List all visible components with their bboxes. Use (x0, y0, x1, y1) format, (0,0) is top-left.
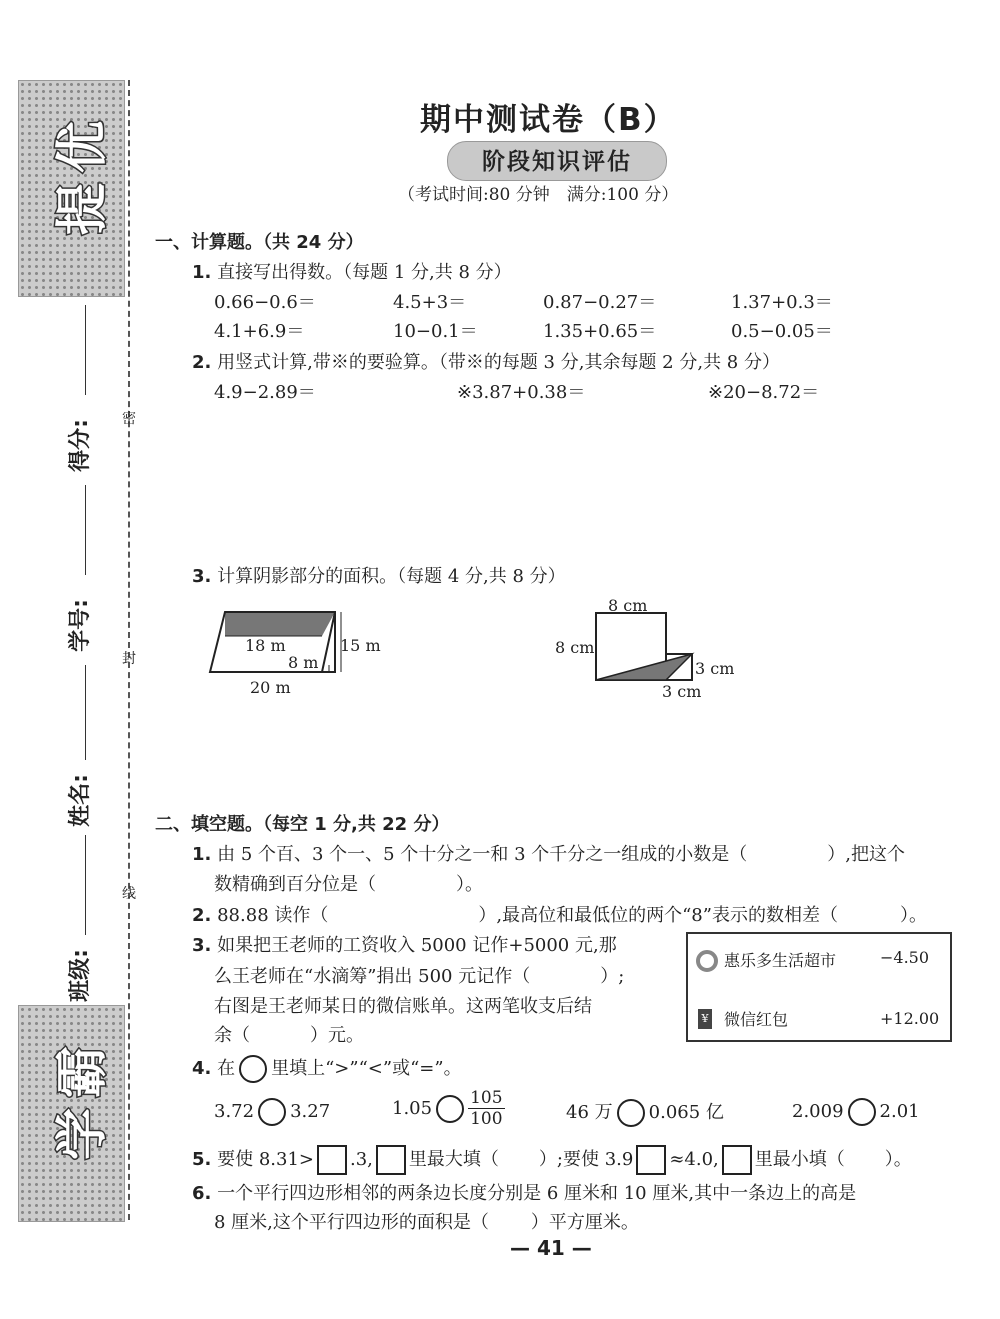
q-text: 么王老师在“水滴筹”捐出 500 元记作（ (214, 966, 531, 987)
q-text: 里填上“>”“<”或“=”。 (271, 1058, 462, 1079)
digit-box (376, 1145, 406, 1175)
compare-item-2 (392, 1088, 505, 1129)
compare-left: 3.72 (214, 1101, 255, 1122)
compare-circle (239, 1055, 267, 1083)
field-line-score (85, 485, 86, 575)
field-line-name (85, 835, 86, 935)
q-text: 由 5 个百、3 个一、5 个十分之一和 3 个千分之一组成的小数是（ (217, 844, 748, 865)
q-text: 要使 8.31> (217, 1149, 314, 1170)
calc-item: 0.87−0.27＝ (543, 292, 657, 313)
figure-squares (590, 610, 700, 685)
q-num: 1. (192, 844, 212, 865)
q2-6-line1 (192, 1179, 856, 1205)
field-id-label: 学号: (67, 599, 93, 652)
compare-circle[interactable] (258, 1098, 286, 1126)
page-subtitle: 阶段知识评估 (482, 149, 632, 175)
denominator: 100 (470, 1109, 503, 1129)
q-text: 里最大填（ (408, 1149, 499, 1170)
q-text: ）元。 (310, 1025, 364, 1046)
seal-char-mi: 密 (122, 411, 136, 427)
bill-row2-value: +12.00 (880, 1009, 940, 1028)
fraction (468, 1088, 504, 1129)
q-text: 计算阴影部分的面积。（每题 4 分,共 8 分） (217, 566, 566, 587)
q2-6-line2 (214, 1208, 639, 1234)
field-class-label: 班级: (67, 949, 93, 1002)
red-packet-icon: ¥ (698, 1009, 712, 1029)
q2-3-line1 (192, 931, 617, 957)
field-score-label: 得分: (67, 419, 93, 472)
digit-box[interactable] (636, 1145, 666, 1175)
seal-char-feng: 封 (122, 651, 136, 667)
q-text: 直接写出得数。（每题 1 分,共 8 分） (217, 262, 512, 283)
fig2-label-left: 8 cm (555, 638, 595, 657)
compare-left: 46 万 (566, 1102, 613, 1123)
compare-item-4 (792, 1098, 920, 1126)
vertical-calc-item: ※20−8.72＝ (708, 382, 820, 403)
exam-info: （考试时间:80 分钟 满分:100 分） (398, 185, 679, 205)
q-text: ）平方厘米。 (530, 1212, 639, 1233)
q2-1-line1 (192, 840, 905, 866)
section1-heading: 一、计算题。（共 24 分） (155, 232, 364, 253)
q-text: 88.88 读作（ (217, 905, 329, 926)
q1-2 (192, 348, 780, 374)
q-num: 3. (192, 935, 212, 956)
q1-3 (192, 562, 566, 588)
sidebar-bottom-title: 学霸 (53, 1035, 113, 1160)
q-num: 3. (192, 566, 212, 587)
compare-right: 2.01 (879, 1101, 920, 1122)
calc-item: 4.1+6.9＝ (214, 321, 305, 342)
q-text: ）。 (884, 1149, 912, 1170)
q-text: 余（ (214, 1025, 250, 1046)
field-line-top (85, 305, 86, 395)
bill-row2-label: 微信红包 (724, 1010, 789, 1029)
ring-icon (696, 950, 718, 972)
compare-right: 0.065 亿 (648, 1102, 724, 1123)
q-text: ）,最高位和最低位的两个“8”表示的数相差（ (478, 905, 838, 926)
q2-4 (192, 1054, 462, 1083)
field-name-label: 姓名: (67, 774, 93, 827)
q-num: 2. (192, 352, 212, 373)
q-text: ≈4.0, (669, 1149, 719, 1170)
fig2-label-right: 3 cm (695, 659, 735, 678)
q2-5 (192, 1145, 912, 1175)
fig1-label-top: 18 m (245, 636, 286, 655)
field-line-id (85, 665, 86, 760)
shaded-triangle (596, 654, 692, 680)
q1-1 (192, 258, 512, 284)
q-text: 在 (217, 1058, 236, 1079)
q2-2 (192, 901, 927, 927)
digit-box (722, 1145, 752, 1175)
q-text: 8 厘米,这个平行四边形的面积是（ (214, 1212, 489, 1233)
q2-3-line3: 右图是王老师某日的微信账单。这两笔收支后结 (214, 996, 592, 1017)
q-num: 5. (192, 1149, 212, 1170)
q-text: 如果把王老师的工资收入 5000 记作+5000 元,那 (217, 935, 617, 956)
q2-3-line2 (214, 962, 624, 988)
sidebar-top-title: 提优 (53, 110, 113, 235)
calc-item: 10−0.1＝ (393, 321, 478, 342)
q-text: 一个平行四边形相邻的两条边长度分别是 6 厘米和 10 厘米,其中一条边上的高是 (217, 1183, 857, 1204)
fig1-label-bottom: 20 m (250, 678, 291, 697)
q-text: ）。 (456, 874, 483, 895)
q-text: 用竖式计算,带※的要验算。（带※的每题 3 分,其余每题 2 分,共 8 分） (217, 352, 780, 373)
fig2-label-top: 8 cm (608, 596, 648, 615)
digit-box[interactable] (317, 1145, 347, 1175)
bill-row1-value: −4.50 (880, 948, 930, 967)
fig2-label-bottom: 3 cm (662, 682, 702, 701)
q2-3-line4 (214, 1021, 364, 1047)
q-text: 数精确到百分位是（ (214, 874, 376, 895)
calc-item: 1.37+0.3＝ (731, 292, 833, 313)
q-text: ）;要使 3.9 (538, 1149, 634, 1170)
bill-row1-label: 惠乐多生活超市 (724, 951, 837, 970)
q-text: ）,把这个 (827, 844, 905, 865)
q-text: .3, (350, 1149, 373, 1170)
compare-left: 2.009 (792, 1101, 844, 1122)
compare-item-3 (566, 1098, 724, 1127)
shaded-triangle (225, 612, 335, 636)
q-num: 2. (192, 905, 212, 926)
seal-char-xian: 线 (122, 886, 136, 902)
compare-circle[interactable] (617, 1099, 645, 1127)
q-text: ）。 (899, 905, 927, 926)
wechat-bill (686, 932, 952, 1042)
compare-circle[interactable] (848, 1098, 876, 1126)
compare-right: 3.27 (290, 1101, 331, 1122)
page-number: — 41 — (510, 1236, 592, 1260)
numerator: 105 (470, 1088, 503, 1108)
compare-item-1 (214, 1098, 330, 1126)
vertical-calc-item: ※3.87+0.38＝ (457, 382, 586, 403)
calc-item: 1.35+0.65＝ (543, 321, 657, 342)
q-num: 6. (192, 1183, 212, 1204)
compare-circle[interactable] (436, 1095, 464, 1123)
q-num: 1. (192, 262, 212, 283)
page-title: 期中测试卷（B） (420, 102, 677, 138)
calc-item: 4.5+3＝ (393, 292, 467, 313)
compare-left: 1.05 (392, 1098, 433, 1119)
q-num: 4. (192, 1058, 212, 1079)
fig1-label-inner: 8 m (288, 653, 319, 672)
calc-item: 0.66−0.6＝ (214, 292, 316, 313)
q2-1-line2 (214, 870, 483, 896)
vertical-calc-item: 4.9−2.89＝ (214, 382, 316, 403)
q-text: ）; (600, 966, 625, 987)
calc-item: 0.5−0.05＝ (731, 321, 833, 342)
fig1-label-right: 15 m (340, 636, 381, 655)
section2-heading: 二、填空题。（每空 1 分,共 22 分） (155, 814, 450, 835)
q-text: 里最小填（ (754, 1149, 845, 1170)
